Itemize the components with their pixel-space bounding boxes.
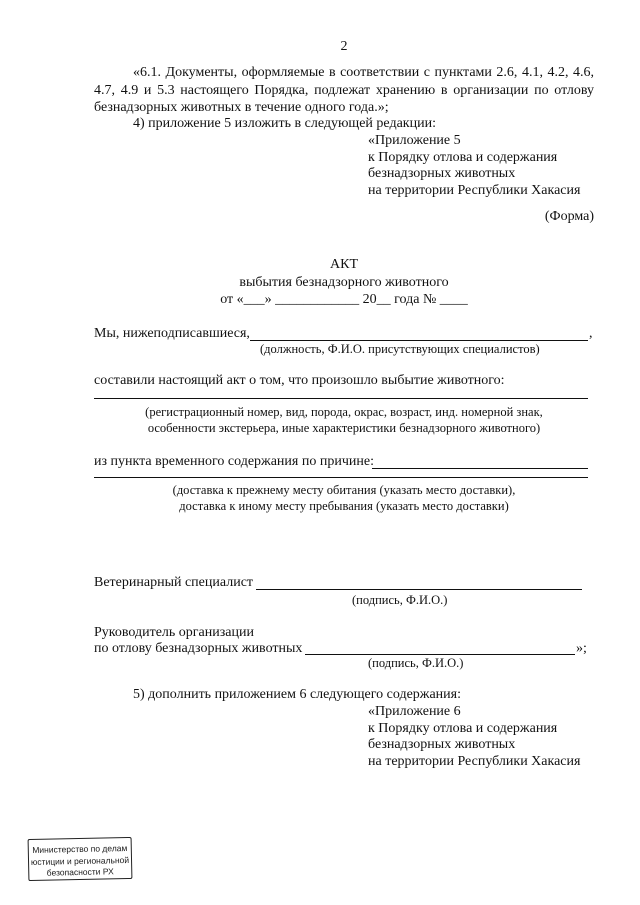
head-hint: (подпись, Ф.И.О.) <box>368 656 464 670</box>
reason-blank-line-2 <box>94 477 588 478</box>
form-label: (Форма) <box>544 209 594 224</box>
reason-hint-line: доставка к иному месту пребывания (указать место доставки) <box>179 499 509 513</box>
signers-hint: (должность, Ф.И.О. присутствующих специалистов) <box>260 342 540 356</box>
appendix-header-line: безнадзорных животных <box>368 737 516 752</box>
reason-hint-line: (доставка к прежнему месту обитания (указать место доставки), <box>172 483 516 497</box>
reason-blank-line <box>372 468 588 469</box>
act-subtitle: выбытия безнадзорного животного <box>239 275 449 290</box>
animal-hint-line: особенности экстерьера, иные характеристики безнадзорного животного) <box>147 421 541 435</box>
head-label-line: по отлову безнадзорных животных <box>94 641 303 656</box>
appendix-header-line: на территории Республики Хакасия <box>368 754 581 769</box>
vet-signature-line <box>256 589 582 590</box>
head-end: »; <box>576 641 587 656</box>
paragraph-line: «6.1. Документы, оформляемые в соответствии с пунктами 2.6, 4.1, 4.2, 4.6, <box>133 65 594 80</box>
paragraph-line: безнадзорных животных в течение одного года.»; <box>94 100 389 115</box>
animal-hint-line: (регистрационный номер, вид, порода, окрас, возраст, инд. номерной знак, <box>145 405 543 419</box>
appendix-header-line: «Приложение 5 <box>368 133 461 148</box>
appendix-header-line: к Порядку отлова и содержания <box>368 721 558 736</box>
signers-end: , <box>589 326 593 341</box>
ministry-stamp <box>28 837 133 881</box>
signers-label: Мы, нижеподписавшиеся, <box>94 326 250 341</box>
stamp-line: юстиции и региональной <box>30 854 130 867</box>
stamp-line: безопасности РХ <box>46 866 114 878</box>
vet-hint: (подпись, Ф.И.О.) <box>352 593 448 607</box>
item-4-text: 4) приложение 5 изложить в следующей редакции: <box>133 116 436 131</box>
page-number: 2 <box>340 39 348 54</box>
act-date-line: от «___» ____________ 20__ года № ____ <box>220 292 468 307</box>
animal-blank-line <box>94 398 588 399</box>
signers-blank-line <box>250 340 588 341</box>
act-title: АКТ <box>330 257 358 272</box>
appendix-header-line: «Приложение 6 <box>368 704 461 719</box>
act-statement: составили настоящий акт о том, что произошло выбытие животного: <box>94 373 505 388</box>
stamp-line: Министерство по делам <box>32 843 128 855</box>
appendix-header-line: на территории Республики Хакасия <box>368 183 581 198</box>
head-signature-line <box>305 654 575 655</box>
paragraph-line: 4.7, 4.9 и 5.3 настоящего Порядка, подлежат хранению в организации по отлову <box>94 83 594 98</box>
appendix-header-line: к Порядку отлова и содержания <box>368 150 558 165</box>
reason-label: из пункта временного содержания по причине: <box>94 454 374 469</box>
head-label-line: Руководитель организации <box>94 625 254 640</box>
item-5-text: 5) дополнить приложением 6 следующего содержания: <box>133 687 461 702</box>
vet-label: Ветеринарный специалист <box>94 575 254 590</box>
appendix-header-line: безнадзорных животных <box>368 166 516 181</box>
